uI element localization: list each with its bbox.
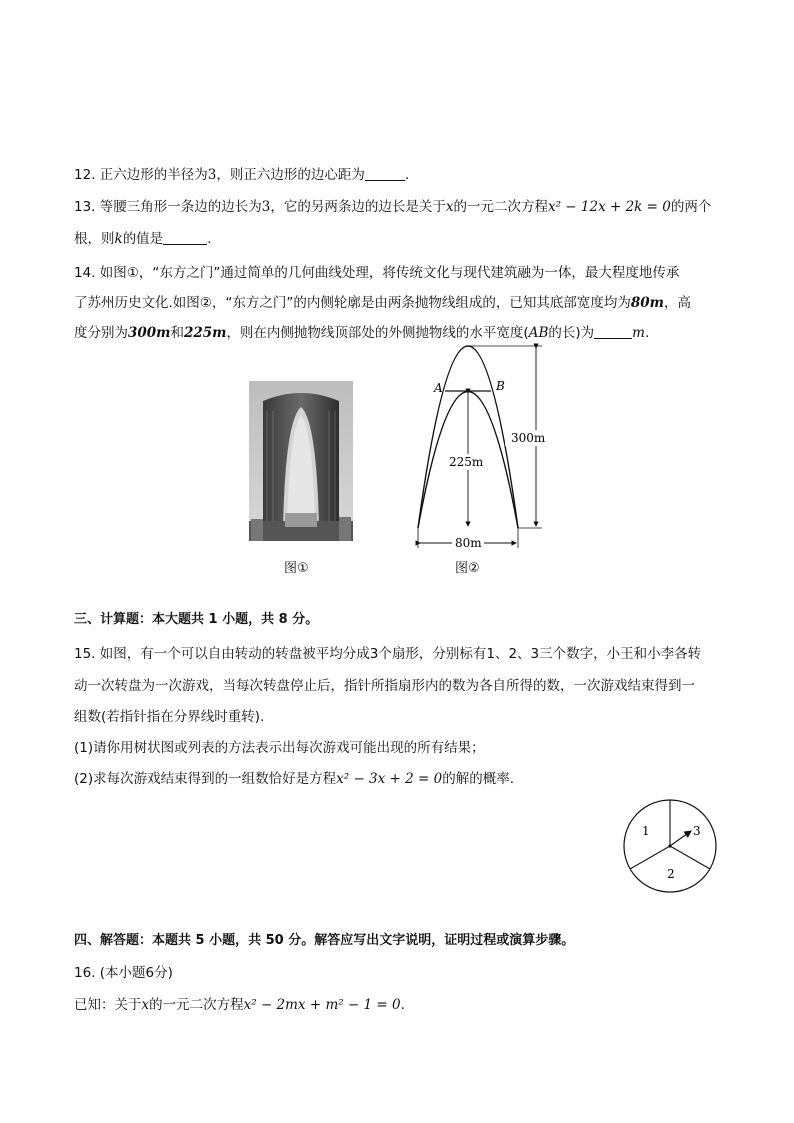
gate-photo-illustration [249,381,353,541]
q15-equation: x² − 3x + 2 = 0 [336,771,443,787]
q13-answer-blank[interactable] [163,230,207,245]
spinner-figure [620,796,720,896]
label-80m: 80m [455,536,482,550]
question-15-part-1: (1)请你用树状图或列表的方法表示出每次游戏可能出现的所有结果； [74,740,485,756]
question-15-line-2: 动一次转盘为一次游戏，当每次转盘停止后，指针所指扇形内的数为各自所得的数，一次游戏结束得到一 [74,678,695,694]
q15-part2-post: 的解的概率. [442,771,515,787]
q13-line2-post: 的值是 [122,231,164,247]
q16-equation: x² − 2mx + m² − 1 = 0 [243,997,401,1013]
q14-line3-mid2: 的长)为 [548,325,595,341]
label-300m: 300m [511,431,546,445]
question-14-line-3 [74,324,649,342]
q14-line3-mid: ，则在内侧抛物线顶部处的外侧抛物线的水平宽度( [226,325,529,341]
question-15-part-2 [74,770,514,788]
q15-part2-pre: (2)求每次游戏结束得到的一组数恰好是方程 [74,771,337,787]
figure-2-diagram [408,340,558,552]
q13-text-post: 的两个 [670,199,712,215]
q12-answer-blank[interactable] [365,166,405,181]
q13-equation: x² − 12x + 2k = 0 [547,199,671,215]
q14-end: . [644,325,650,341]
q13-end: . [207,231,212,247]
label-a: A [434,381,443,395]
q12-text-pre: 12. 正六边形的半径为 [74,167,208,183]
question-13-line-1 [74,198,711,216]
section-3-heading: 三、计算题：本大题共 1 小题，共 8 分。 [74,612,319,627]
q12-text-post: ，则正六边形的边心距为 [216,167,365,183]
q14-and: 和 [170,325,184,341]
q13-text-pre: 13. 等腰三角形一条边的边长为 [74,199,262,215]
q14-ab: AB [528,325,549,341]
section-4-heading: 四、解答题：本题共 5 小题，共 50 分。解答应写出文字说明，证明过程或演算步骤。 [74,933,575,948]
q13-line2-pre: 根，则 [74,231,115,247]
q14-unit: m [632,325,645,341]
q12-value: 3 [207,167,217,183]
q13-text-mid: ，它的另两条边的边长是关于 [270,199,446,215]
q13-var-x: x [445,199,454,215]
q13-text-mid2: 的一元二次方程 [453,199,548,215]
question-14-line-1: 14. 如图①，“东方之门”通过简单的几何曲线处理，将传统文化与现代建筑融为一体，最大程度地传承 [74,265,680,281]
q14-line2-pre: 了苏州历史文化.如图②，“东方之门”的内侧轮廓是由两条抛物线组成的，已知其底部宽度均为 [74,295,631,311]
q16-var-x: x [141,997,150,1013]
q13-var-k: k [114,231,123,247]
spinner-number-3: 3 [693,824,701,838]
spinner-number-2: 2 [667,867,675,881]
parabola-diagram [408,340,558,552]
question-14-line-2 [74,294,691,312]
label-b: B [496,379,505,393]
q14-width-value: 80m [630,295,664,311]
label-225m: 225m [449,455,484,469]
question-15-line-3: 组数(若指针指在分界线时重转). [74,709,265,725]
q14-line2-post: ，高 [663,295,691,311]
spinner-number-1: 1 [642,824,650,838]
q14-height-1: 300m [128,325,171,341]
spinner-wheel [620,796,720,896]
q16-line2-pre: 已知：关于 [74,997,142,1013]
question-12 [74,166,409,184]
question-16-line-2 [74,996,405,1014]
q14-height-2: 225m [183,325,227,341]
q14-line3-pre: 度分别为 [74,325,128,341]
figure-1-caption: 图① [284,561,309,576]
question-16-line-1: 16. (本小题6分) [74,965,173,981]
question-15-line-1: 15. 如图，有一个可以自由转动的转盘被平均分成3个扇形，分别标有1、2、3三个数字，小王和小李各转 [74,646,702,662]
question-13-line-2 [74,230,211,248]
q13-value: 3 [261,199,271,215]
q12-end: . [404,167,410,183]
q16-end: . [400,997,405,1013]
q14-answer-blank[interactable] [594,324,632,339]
figure-1-photo [249,381,353,541]
figure-2-caption: 图② [455,561,480,576]
q16-line2-mid: 的一元二次方程 [149,997,244,1013]
